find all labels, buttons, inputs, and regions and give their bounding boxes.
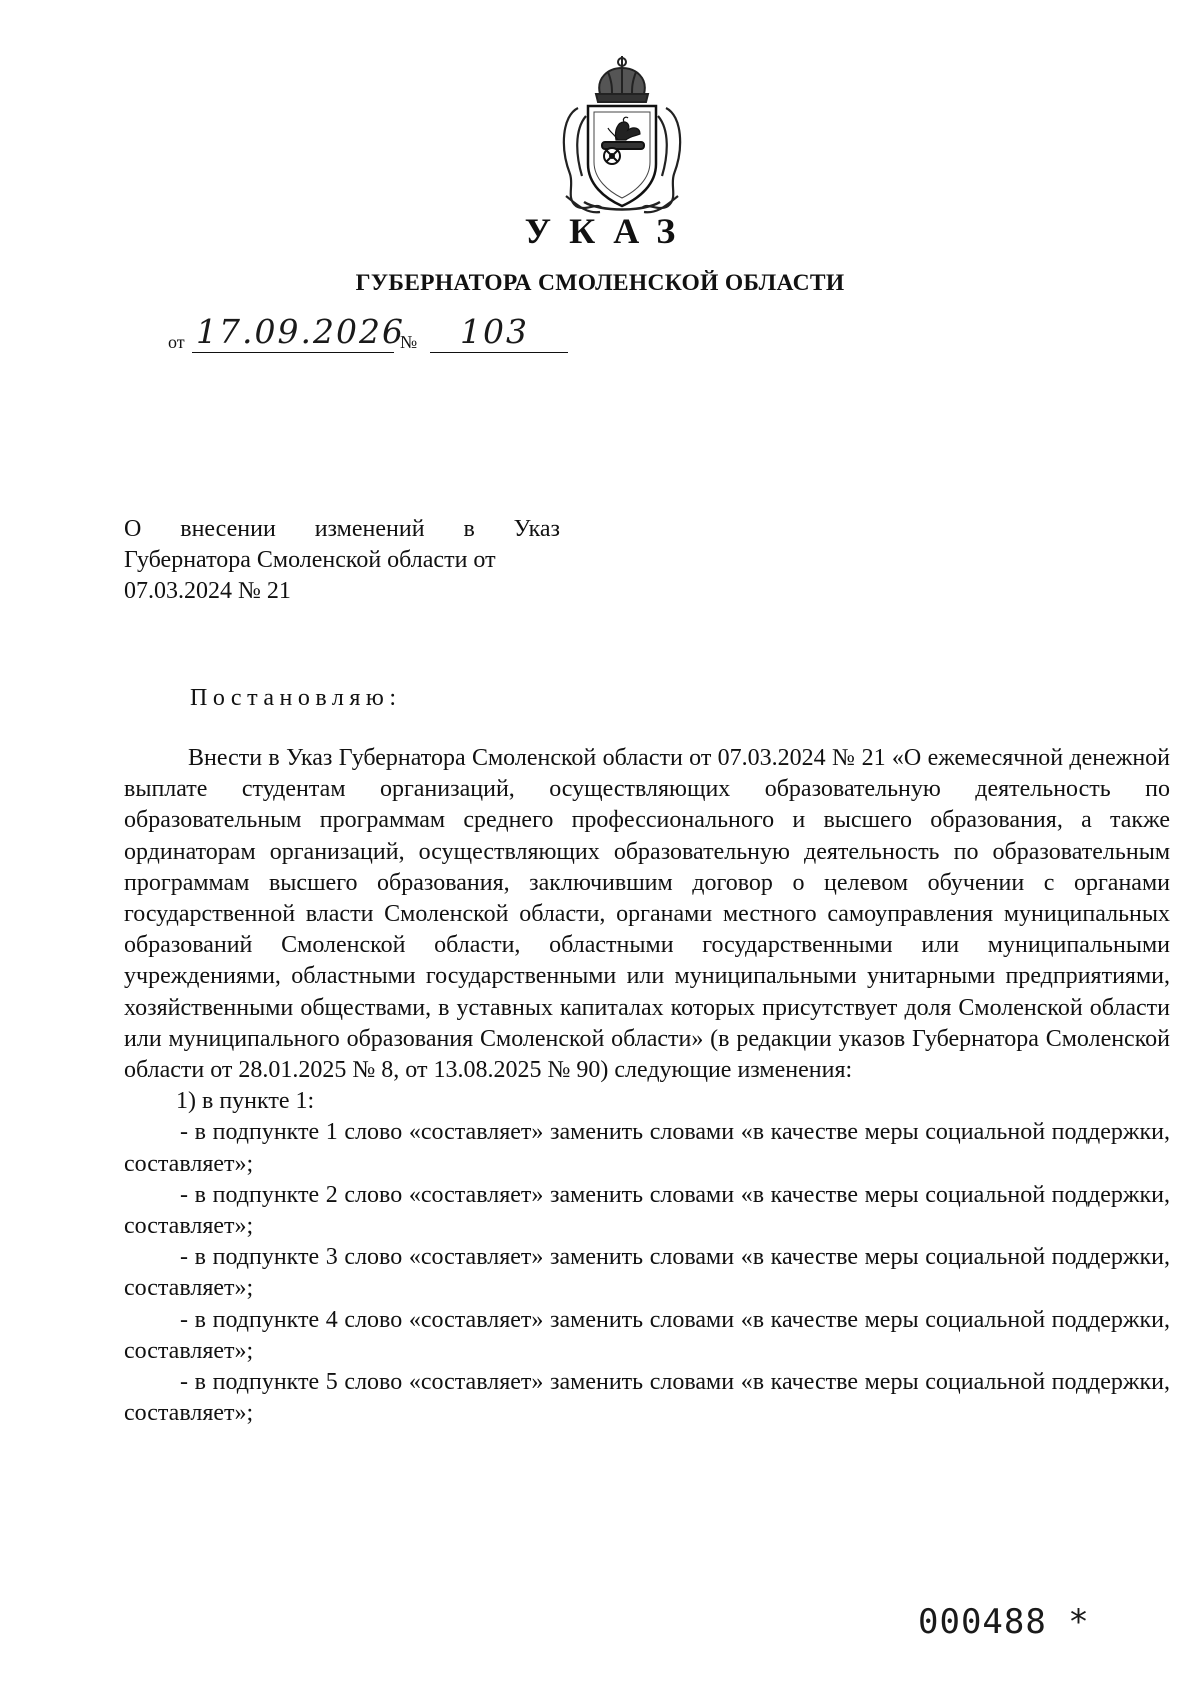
- number-underline: [430, 352, 568, 353]
- coat-of-arms-emblem: [556, 56, 688, 216]
- document-body: [124, 743, 1170, 1429]
- point-heading: 1) в пункте 1:: [176, 1088, 315, 1115]
- amendment-item: - в подпункте 3 слово «составляет» заменить словами «в качестве меры социальной поддержки, составляет»;: [124, 1244, 1170, 1302]
- document-subject: [124, 514, 560, 607]
- handwritten-date: 17.09.2026: [196, 312, 405, 351]
- intro-paragraph: Внести в Указ Губернатора Смоленской области от 07.03.2024 № 21 «О ежемесячной денежной выплате студентам организаций, осуществляющих образовательную деятельность по образовательным программам среднего профессионального и высшего образования, а также ординаторам организаций, осуществляющих образовательную деятельность по образовательным программам высшего образования, заключившим договор о целевом обучении с органами государственной власти Смоленской области, органами местного самоуправления муниципальных образований Смоленской области, областными государственными или муниципальными учреждениями, областными государственными или муниципальными унитарными предприятиями, хозяйственными обществами, в уставных капиталах которых присутствует доля Смоленской области или муниципального образования Смоленской области» (в редакции указов Губернатора Смоленской области от 28.01.2025 № 8, от 13.08.2025 № 90) следующие изменения:: [124, 745, 1170, 1084]
- amendment-item: - в подпункте 1 слово «составляет» заменить словами «в качестве меры социальной поддержки, составляет»;: [124, 1119, 1170, 1177]
- crown-icon: [596, 56, 648, 102]
- registration-number: 000488 *: [918, 1602, 1090, 1642]
- subject-line: Губернатора Смоленской области от: [124, 547, 496, 573]
- number-label: №: [400, 332, 418, 352]
- amendment-item: - в подпункте 5 слово «составляет» заменить словами «в качестве меры социальной поддержки, составляет»;: [124, 1369, 1170, 1427]
- subject-line: О внесении изменений в Указ: [124, 516, 560, 542]
- amendment-item: - в подпункте 4 слово «составляет» заменить словами «в качестве меры социальной поддержки, составляет»;: [124, 1306, 1170, 1364]
- document-issuer: ГУБЕРНАТОРА СМОЛЕНСКОЙ ОБЛАСТИ: [355, 270, 845, 296]
- decree-word: Постановляю:: [190, 685, 402, 711]
- handwritten-number: 103: [460, 312, 529, 351]
- date-number-line: [168, 312, 608, 362]
- document-title: УКАЗ: [524, 211, 694, 251]
- date-label: от: [168, 332, 185, 352]
- subject-line: 07.03.2024 № 21: [124, 578, 291, 604]
- date-underline: [192, 352, 394, 353]
- amendment-item: - в подпункте 2 слово «составляет» заменить словами «в качестве меры социальной поддержки, составляет»;: [124, 1181, 1170, 1240]
- shield: [588, 106, 656, 206]
